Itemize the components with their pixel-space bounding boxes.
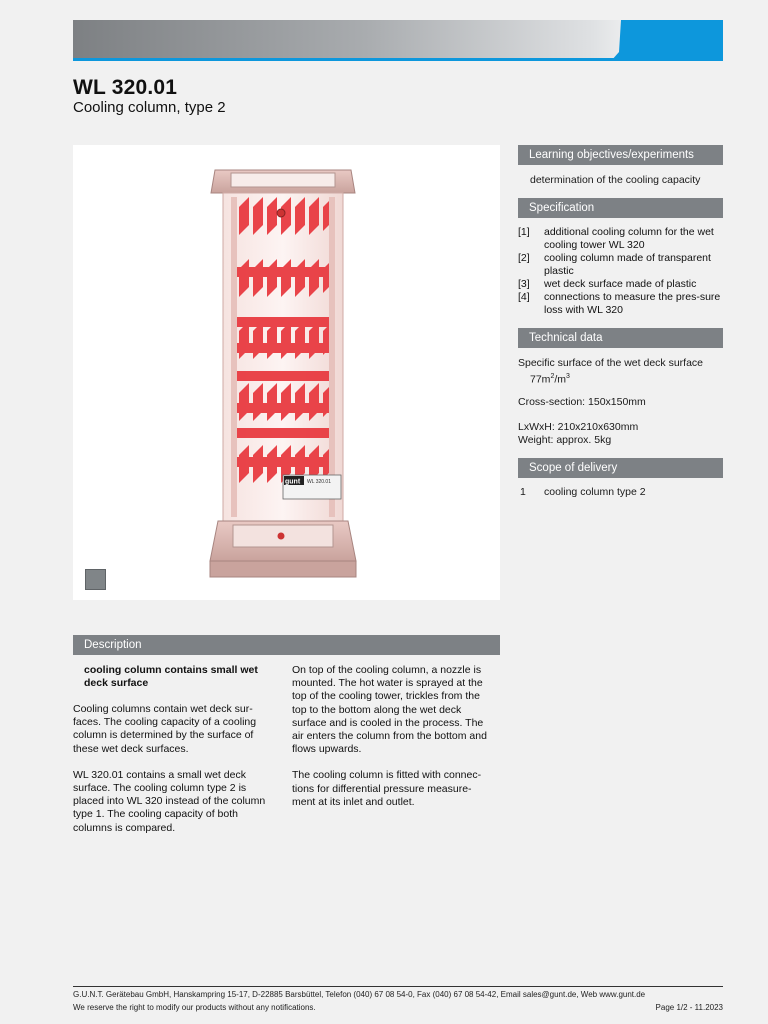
spec-item: [3] wet deck surface made of plastic bbox=[518, 278, 697, 290]
learning-objectives-heading: Learning objectives/experiments bbox=[518, 145, 723, 165]
header-banner bbox=[73, 20, 723, 61]
product-photo bbox=[73, 145, 500, 600]
delivery-item: cooling column type 2 bbox=[544, 486, 646, 498]
dimensions: LxWxH: 210x210x630mm bbox=[518, 421, 639, 433]
header-accent-line bbox=[73, 58, 723, 61]
spec-item: [1] additional cooling column for the wet cooling tower WL 320 bbox=[518, 226, 714, 251]
scope-of-delivery-heading: Scope of delivery bbox=[518, 458, 723, 478]
description-paragraph: WL 320.01 contains a small wet deck surface. The cooling column type 2 is placed into WL 320 instead of the column type 1. The cooling capacity of both columns is compared. bbox=[73, 768, 266, 834]
description-lead: cooling column contains small wet deck surface bbox=[84, 664, 258, 690]
footer-address: G.U.N.T. Gerätebau GmbH, Hanskampring 15-17, D-22885 Barsbüttel, Telefon (040) 67 08 54-0, Fax (040) 67 08 54-42, Email sales@gunt.de, Web www.gunt.de bbox=[73, 990, 646, 999]
cross-section: Cross-section: 150x150mm bbox=[518, 396, 646, 408]
footer-divider bbox=[73, 986, 723, 987]
description-left-column bbox=[73, 703, 269, 848]
photo-label-brand: gunt bbox=[285, 478, 301, 486]
cooling-column-illustration bbox=[73, 145, 500, 600]
photo-label-model: WL 320.01 bbox=[307, 479, 331, 485]
description-heading: Description bbox=[73, 635, 500, 655]
surface-label: Specific surface of the wet deck surface bbox=[518, 357, 704, 369]
surface-value: $77m^2/m^3$ bbox=[530, 373, 570, 386]
weight: Weight: approx. 5kg bbox=[518, 434, 612, 446]
specification-heading: Specification bbox=[518, 198, 723, 218]
spec-item: [2] cooling column made of transparent plastic bbox=[518, 252, 711, 277]
footer-page-number: Page 1/2 - 11.2023 bbox=[655, 1003, 723, 1012]
footer-disclaimer: We reserve the right to modify our products without any notifications. bbox=[73, 1003, 316, 1012]
specification-list bbox=[518, 226, 730, 317]
product-model-title: WL 320.01 bbox=[73, 76, 178, 99]
description-paragraph: Cooling columns contain wet deck sur-faces. The cooling capacity of a cooling column is determined by the surface of these wet deck surfaces. bbox=[73, 703, 257, 755]
image-thumbnail-swatch bbox=[85, 569, 106, 590]
description-paragraph: The cooling column is fitted with connec-tions for differential pressure measure-ment at its inlet and outlet. bbox=[292, 769, 482, 808]
technical-data-heading: Technical data bbox=[518, 328, 723, 348]
delivery-qty: 1 bbox=[520, 486, 526, 498]
header-accent-block bbox=[611, 20, 723, 61]
learning-objectives-text: determination of the cooling capacity bbox=[530, 174, 701, 186]
product-subtitle: Cooling column, type 2 bbox=[73, 99, 226, 116]
spec-item: [4] connections to measure the pres-sure loss with WL 320 bbox=[518, 291, 721, 316]
description-paragraph: On top of the cooling column, a nozzle is mounted. The hot water is sprayed at the top of the cooling tower, trickles from the top to the bottom along the wet deck surface and is cooled in the process. The air enters the column from the bottom and flows upwards. bbox=[292, 664, 487, 756]
description-right-column bbox=[292, 664, 488, 822]
